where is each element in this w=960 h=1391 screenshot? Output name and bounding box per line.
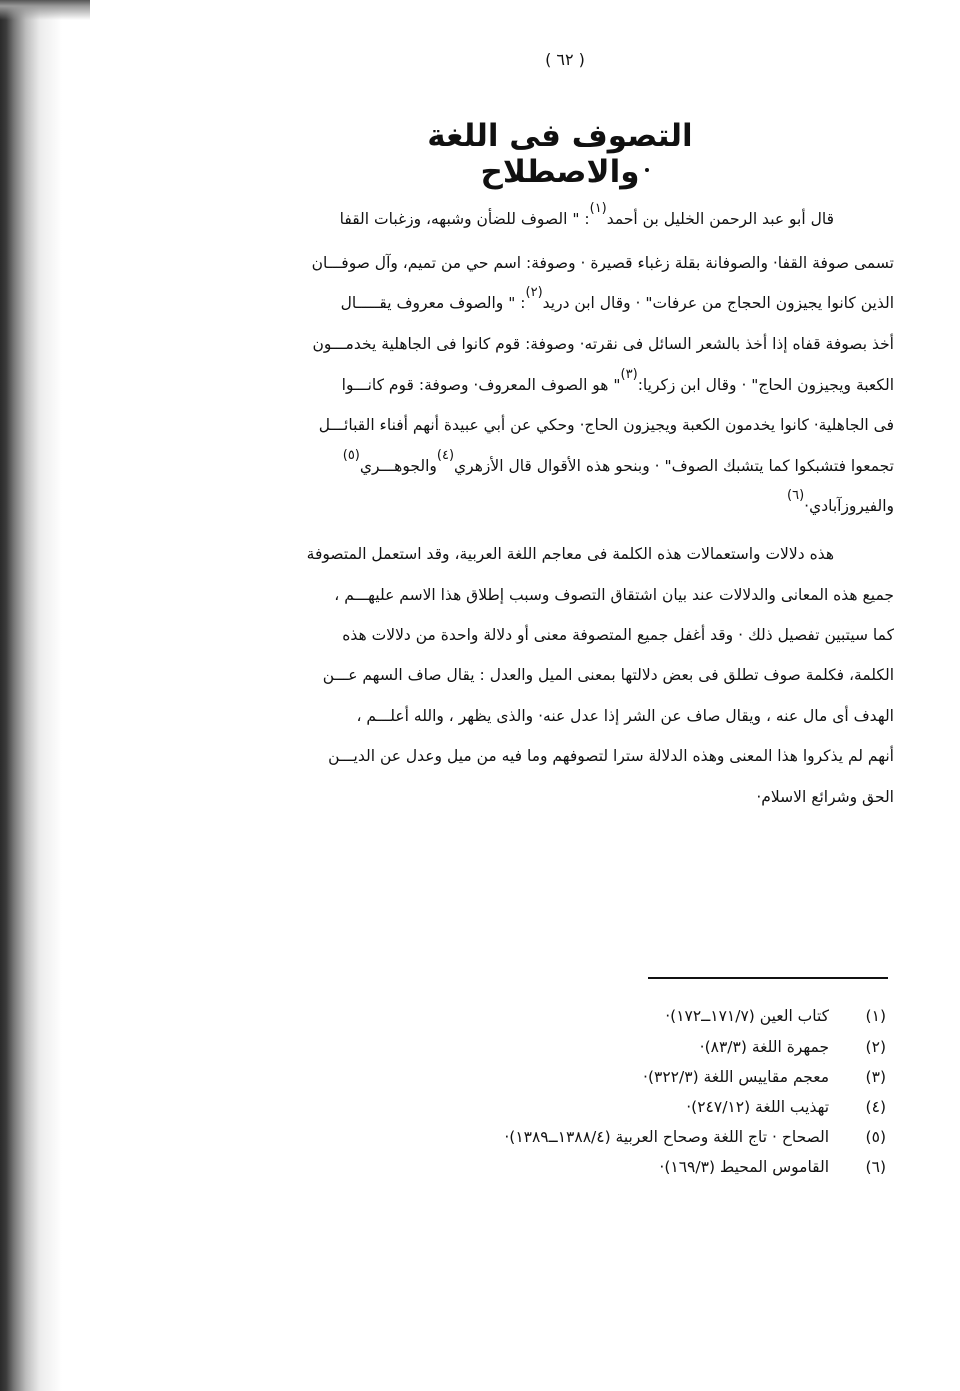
paragraph2-line-6: أنهم لم يذكروا هذا المعنى وهذه الدلالة سترا لتصوفهم وما فيه من ميل وعدل عن الديـــن [328, 747, 894, 765]
page-title: التصوف فى اللغة والاصطلاح [427, 118, 693, 190]
paragraph1-line-7 [342, 448, 894, 479]
footnote-number: (٦) [865, 1158, 886, 1176]
p1-text-b: : " الصوف للضأن وشبهه، وزغبات القفا [339, 210, 590, 228]
paragraph1-line-5 [341, 367, 894, 398]
footnote-text: تهذيب اللغة (٢٤٧/١٢)· [686, 1098, 830, 1116]
paragraph2-line-7: الحق وشرائع الاسلام· [756, 788, 894, 806]
paragraph2-line-2: جميع هذه المعانى والدلالات عند بيان اشتقاق التصوف وسبب إطلاق هذا الاسم عليهـــم ، [334, 586, 894, 604]
footnote-ref-5: (٥) [342, 448, 360, 463]
footnote-number: (٢) [865, 1038, 886, 1056]
footnote-number: (٤) [865, 1098, 886, 1116]
footnote-5 [504, 1126, 886, 1148]
paragraph1-line-2: تسمى صوفة القفا· والصوفانة بقلة زغباء قصيرة · وصوفة: اسم حي من تميم، وآل صوفـــان [311, 254, 894, 272]
scan-edge-shadow [0, 0, 62, 1391]
paragraph1-line-3 [340, 285, 894, 316]
footnote-number: (١) [865, 1007, 886, 1025]
footnote-text: الصحاح · تاج اللغة وصحاح العربية (١٣٨٨/٤ــ١٣٨٩)· [504, 1128, 830, 1146]
p1-text-g: تجمعوا فتشبكوا كما يتشبك الصوف" · وبنحو هذه الأقوال قال الأزهري [454, 457, 894, 475]
paragraph1-line-1 [339, 201, 834, 232]
footnote-number: (٣) [865, 1068, 886, 1086]
paragraph2-line-4: الكلمة، فكلمة صوف تطلق فى بعض دلالتها بمعنى الميل والعدل : يقال صاف السهم عـــن [322, 666, 894, 684]
p1-text-f: " هو الصوف المعروف· وصوفة: قوم كانـــوا [341, 376, 621, 394]
p1-text-d: : " والصوف معروف يقـــــال [340, 294, 526, 312]
p1-text-e: الكعبة ويجيزون الحاج" · وقال ابن زكريا: [637, 376, 894, 394]
footnote-1 [665, 1005, 886, 1027]
footnote-ref-6: (٦) [787, 488, 805, 503]
paragraph1-line-6: فى الجاهلية· كانوا يخدمون الكعبة ويجيزون الحاج· وحكي عن أبي عبيدة أنهم أفناء القبائـــل [318, 416, 894, 434]
footnote-ref-4: (٤) [436, 448, 455, 463]
footnote-ref-2: (٢) [525, 285, 543, 300]
paragraph1-line-4: أخذ بصوفة قفاه إذا أخذ بالشعر السائل فى نقرته· وصوفة: قوم كانوا فى الجاهلية يخدمـــون [312, 335, 894, 353]
title-dot [645, 168, 649, 172]
footnote-4 [686, 1096, 886, 1118]
p1-text-h: والجوهـــري [359, 457, 437, 475]
scan-edge-top-shadow [0, 0, 90, 20]
paragraph2-line-3: كما سيتبين تفصيل ذلك · وقد أغفل جميع المتصوفة معنى أو دلالة واحدة من دلالات هذه [342, 626, 894, 644]
footnote-ref-1: (١) [589, 201, 607, 216]
p1-text-i: والفيروزآبادي· [804, 497, 894, 515]
p1-text-c: الذين كانوا يجيزون الحجاج من عرفات" · وقال ابن دريد [542, 294, 894, 312]
footnote-text: جمهرة اللغة (٨٣/٣)· [699, 1038, 830, 1056]
footnote-3 [643, 1066, 886, 1088]
footnote-text: كتاب العين (١٧١/٧ــ١٧٢)· [665, 1007, 830, 1025]
footnote-ref-3: (٣) [620, 367, 638, 382]
page-number: ( ٦٢ ) [545, 50, 585, 69]
footnote-6 [659, 1156, 886, 1178]
footnote-number: (٥) [865, 1128, 886, 1146]
footnote-text: القاموس المحيط (١٦٩/٣)· [659, 1158, 830, 1176]
paragraph2-line-1: هذه دلالات واستعمالات هذه الكلمة فى معاجم اللغة العربية، وقد استعمل المتصوفة [306, 545, 834, 563]
footnote-text: معجم مقاييس اللغة (٣٢٢/٣)· [643, 1068, 830, 1086]
paragraph2-line-5: الهدف أى مال عنه ، ويقال صاف عن الشر إذا عدل عنه· والذى يظهر ، والله أعلـــم ، [356, 707, 894, 725]
paragraph1-line-8 [787, 488, 894, 519]
footnote-divider [648, 977, 888, 979]
footnote-2 [700, 1036, 886, 1058]
p1-text-a: قال أبو عبد الرحمن الخليل بن أحمد [606, 210, 834, 228]
